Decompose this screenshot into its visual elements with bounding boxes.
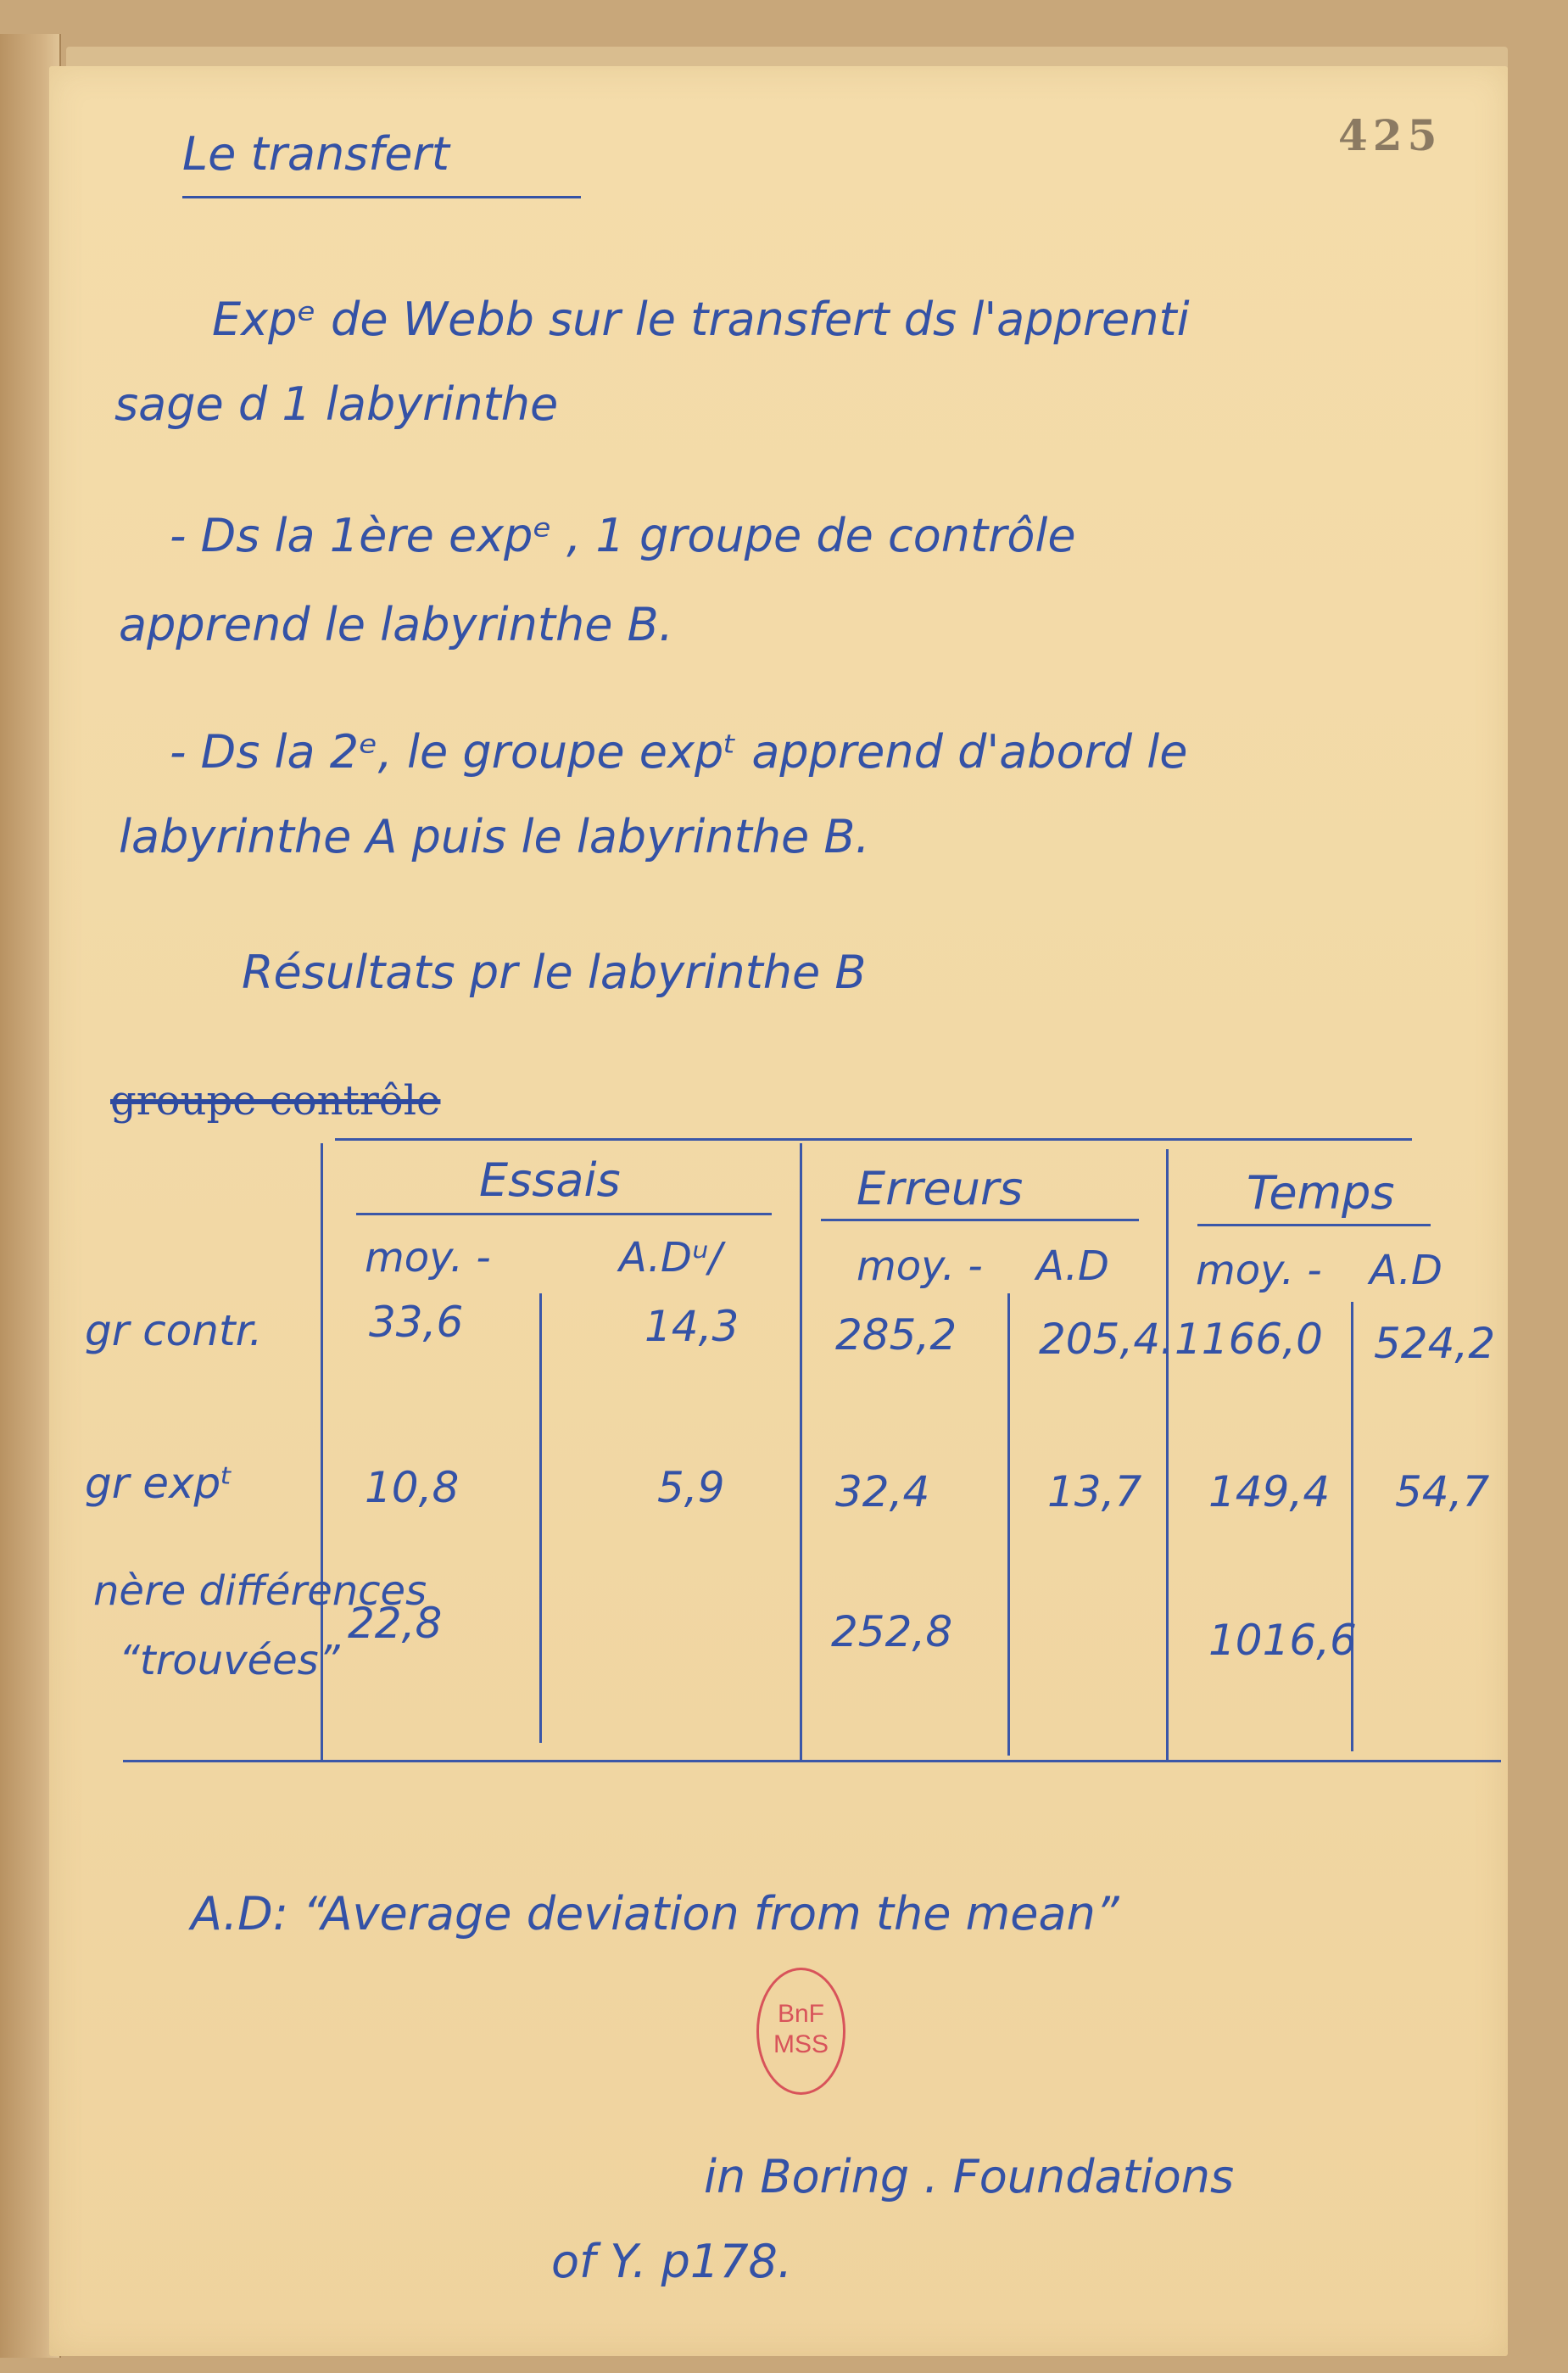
table-cell: 252,8	[831, 1607, 953, 1656]
paragraph-1-line-1: Expᵉ de Webb sur le transfert ds l'apprenti	[212, 293, 1190, 346]
struck-out-word: groupe contrôle	[110, 1077, 441, 1125]
erreurs-header-rule	[821, 1219, 1139, 1221]
temps-header-rule	[1197, 1224, 1431, 1226]
table-subdivider-temps	[1351, 1302, 1353, 1751]
subheader-temps-ad: A.D	[1370, 1247, 1442, 1294]
table-cell: 285,2	[835, 1310, 957, 1360]
bnf-library-stamp	[756, 1968, 845, 2095]
row-label-differences-line-1: nère différences	[93, 1567, 427, 1615]
table-divider-essais-erreurs	[800, 1143, 802, 1762]
row-label-differences-line-2: “trouvées”	[119, 1637, 340, 1684]
table-cell: 1016,6	[1208, 1616, 1357, 1665]
row-label-control: gr contr.	[85, 1306, 263, 1355]
table-cell: 33,6	[369, 1298, 464, 1347]
table-top-rule	[335, 1138, 1412, 1141]
subheader-temps-mean: moy. -	[1196, 1247, 1322, 1294]
essais-header-rule	[356, 1213, 772, 1215]
paragraph-2-line-2: apprend le labyrinthe B.	[119, 598, 673, 651]
table-cell: 149,4	[1208, 1467, 1331, 1516]
reference-line-1: in Boring . Foundations	[704, 2150, 1235, 2203]
subheader-essais-mean: moy. -	[365, 1234, 491, 1281]
subheader-erreurs-ad: A.D	[1036, 1242, 1109, 1290]
table-cell: 32,4	[835, 1467, 930, 1516]
stamp-line-1: BnF	[777, 2000, 825, 2028]
subheader-erreurs-mean: moy. -	[857, 1242, 983, 1290]
footnote-average-deviation: A.D: “Average deviation from the mean”	[191, 1887, 1119, 1940]
table-cell: 13,7	[1047, 1467, 1142, 1516]
table-subdivider-erreurs	[1007, 1293, 1010, 1756]
subheader-essais-ad: A.Dᵘ/	[619, 1234, 723, 1281]
reference-line-2: of Y. p178.	[551, 2235, 793, 2288]
row-label-experimental: gr expᵗ	[85, 1459, 234, 1508]
header-erreurs: Erreurs	[857, 1162, 1024, 1215]
stamp-line-2: MSS	[773, 2030, 829, 2058]
table-cell: 54,7	[1395, 1467, 1490, 1516]
table-cell: 524,2	[1374, 1319, 1496, 1368]
paragraph-2-line-1: - Ds la 1ère expᵉ , 1 groupe de contrôle	[170, 509, 1076, 562]
table-cell: 5,9	[657, 1463, 725, 1512]
table-cell: 10,8	[365, 1463, 460, 1512]
results-heading: Résultats pr le labyrinthe B	[242, 946, 867, 999]
header-temps: Temps	[1247, 1166, 1395, 1220]
table-cell: 14,3	[644, 1302, 739, 1351]
table-divider-erreurs-temps	[1166, 1149, 1169, 1760]
table-bottom-rule	[123, 1760, 1501, 1762]
table-cell: 22,8	[348, 1599, 443, 1648]
paragraph-3-line-2: labyrinthe A puis le labyrinthe B.	[119, 810, 870, 863]
table-cell: 205,4.	[1039, 1315, 1175, 1364]
table-cell: 1166,0	[1175, 1315, 1323, 1364]
header-essais: Essais	[479, 1153, 621, 1207]
page-title: Le transfert	[182, 127, 581, 198]
paragraph-1-line-2: sage d 1 labyrinthe	[114, 377, 559, 431]
table-subdivider-essais	[539, 1293, 542, 1743]
paragraph-3-line-1: - Ds la 2ᵉ, le groupe expᵗ apprend d'abord le	[170, 725, 1188, 779]
page-number: 425	[1338, 110, 1442, 160]
